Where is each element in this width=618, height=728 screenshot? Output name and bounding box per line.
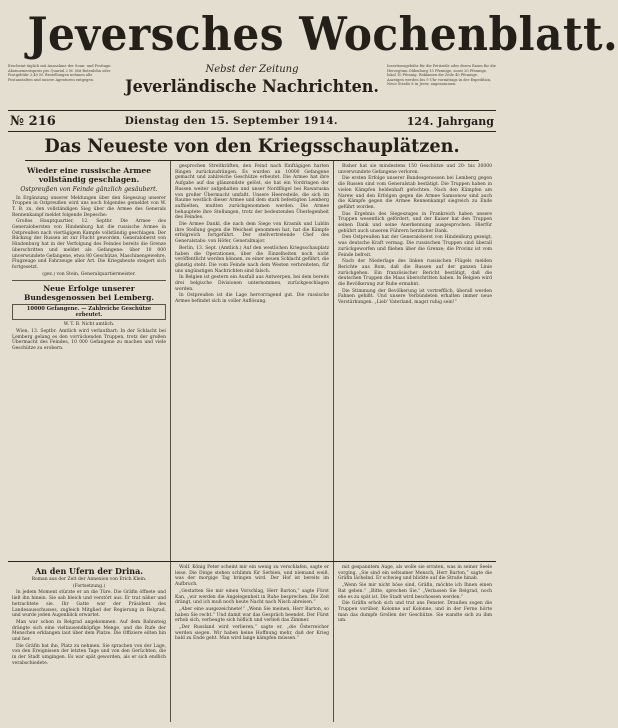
- article-paragraph: Den Ostpreußen hat der Generaloberst von Hindenburg gezeigt, was deutsche Kraft vermag. Die russischen Truppen sind überall zurückgeworfen und fliehen über die Grenze; die Provinz ist vom Feinde befreit.: [338, 235, 492, 258]
- article-paragraph: Bisher hat sie mindestens 150 Geschütze und 20- bis 30000 unverwundete Gefangene verloren.: [338, 164, 492, 175]
- column-1: [8, 161, 170, 561]
- boxed-headline: 10000 Gefangene. — Zahlreiche Geschütze erbeutet.: [12, 304, 166, 320]
- issue-number: № 216: [10, 113, 56, 129]
- main-headline: Das Neueste von den Kriegsschauplätzen.: [25, 132, 479, 161]
- serial-paragraph: „Wenn Sie mir nicht böse sind, Gräfin, möchte ich Ihnen einen Rat geben.“ „Bitte, sprechen Sie.“ „Verlassen Sie Belgrad, noch ehe es zu spät ist. Die Stadt wird beschossen werden.“: [338, 583, 492, 600]
- column-divider: [12, 280, 166, 281]
- column-1-subheading: Ostpreußen von Feinde gänzlich gesäubert.: [20, 186, 158, 193]
- article-signature: (gez.) von Stein, Generalquartiermeister.: [42, 271, 136, 277]
- newspaper-page: [0, 7, 618, 728]
- issue-year: 124. Jahrgang: [406, 114, 494, 128]
- advertising-note: Insertionsgebühr für die Petitzeile oder deren Raum für die Herzogtum Oldenburg 15 Pfennige, sonst 20 Pfennige, lokal 10 Pfennig. Reklamen die Zeile 40 Pfennige. Anzeigen werden bis 9 Uhr vormittags in der Expedition, Neue Straße 8 in Jever, angenommen.: [387, 64, 496, 87]
- article-paragraph: gesprochen Streitkräften, den Feind nach fünftägigen harten Ringen zurückzudrängen. Es wurden an 10000 Gefangene gemacht und zahlreiche Geschütze erbeutet. Die Armee hat ihre Aufgabe auf das glänzendste gelöst, sie hat ein Vordringen der Russen weiter aufgehalten und unser Nordflügel bei Rawaruska von großer Übermacht umfaßt. Unsere Heeresteile, die sich im Raume westlich dieser Armee und dem stark befestigten Lemberg aufhielten, mußten zurückgenommen werden. Die Armee behauptete ihre Stellungen, trotz der bedeutenden Überlegenheit des Feindes.: [175, 164, 329, 221]
- column-1-heading-2: Neue Erfolge unserer Bundesgenossen bei Lemberg.: [23, 284, 155, 303]
- masthead-center: [117, 64, 387, 98]
- serial-column-2: [170, 562, 333, 722]
- column-3: [333, 161, 496, 561]
- serial-paragraph: Wolf. König Peter scheint mir ein wenig zu verschlafen, sagte er leise. Die Dinge stehen schlimm für Serbien, und niemand weiß, was der morgige Tag bringen wird. Der Hof ist bereits im Aufbruch.: [175, 565, 329, 588]
- serial-paragraph: „Aber eine ausgezeichnete!“ „Wenn Sie meinen, Herr Barton, so haben Sie recht.“ Und damit war das Gespräch beendet. Der Fürst erhob sich, verbeugte sich höflich und verließ das Zimmer.: [175, 606, 329, 624]
- article-paragraph: Die ersten Erfolge unserer Bundesgenossen bei Lemberg gegen die Russen sind vom Generalstab bestätigt. Die Truppen haben in vielen Kämpfen heldenhaft gefochten. Nach den Kämpfen am Narew und den Erfolgen gegen die Armee Samsonow sind auch die Kämpfe gegen die Armee Rennenkampf siegreich zu Ende geführt worden.: [338, 176, 492, 210]
- masthead-title: Jeversches Wochenblatt.: [27, 7, 618, 61]
- serial-paragraph: mit gespanntem Auge, als wolle sie erraten, was in seiner Seele vorging. „Sie sind ein seltsamer Mensch, Herr Barton,“ sagte die Gräfin lächelnd. Er schwieg und blickte auf die Straße hinab.: [338, 565, 492, 582]
- column-2: [170, 161, 333, 561]
- article-paragraph: Großes Hauptquartier, 12. Septbr. Die Armee des Generalobersten von Hindenburg hat die russische Armee in Ostpreußen nach viertägigem Kampfe vollständig geschlagen. Der Rückzug der Russen ist zur Flucht geworden. Generaloberst von Hindenburg hat in der Verfolgung des Feindes bereits die Grenze überschritten und meldet als Gefangene: über 10 000 unverwundete Gefangene, etwa 80 Geschütze, Maschinengewehre, Flugzeuge und Fahrzeuge aller Art. Die Kriegsbeute steigert sich fortgesetzt.: [12, 219, 167, 270]
- serial-column-3: [333, 562, 496, 722]
- article-paragraph: In Ergänzung unserer Meldungen über den Siegeszug unserer Truppen in Ostpreußen wird uns noch folgendes gemeldet von W. T. B. zu, den vollständigen Sieg über die Armee des Generals Rennenkampf meldet folgende Depesche:: [12, 195, 166, 218]
- masthead-subtitle: Jeverländische Nachrichten.: [125, 77, 379, 97]
- serial-byline: Roman aus der Zeit der Annexion von Erich Klein.: [31, 577, 147, 582]
- article-paragraph: In Belgien ist gestern ein Ausfall aus Antwerpen, bei dem bereits drei belgische Divisionen unternommen, zurückgeschlagen worden.: [175, 275, 329, 292]
- serial-paragraph: Die Gräfin erhob sich und trat ans Fenster. Draußen zogen die Truppen vorüber, Kolonne auf Kolonne, und in der Ferne hörte man das dumpfe Grollen der Geschütze. Sie wandte sich zu ihm um.: [338, 601, 492, 624]
- serial-paragraph: Man war schon in Belgrad angekommen. Auf dem Bahnsteig drängte sich eine vieltausendköpfige Menge, und die Rufe der Menschen erklangen laut über dem Platze. Die Offiziere eilten hin und her.: [12, 619, 166, 643]
- serial-paragraph: „Gestatten Sie mir einen Vorschlag, Herr Barton,“ sagte Fürst Kan, „wir werden die Angelegenheit in Ruhe besprechen. Die Zeit drängt, und ich muß noch heute Nacht nach Nisch abreisen.“: [175, 588, 329, 606]
- article-paragraph: Die Stimmung der Bevölkerung ist vortrefflich, überall werden Fahnen gehißt. Und unsere Verbündeten erhalten immer neue Verstärkungen. „Lieb' Vaterland, magst ruhig sein!“: [338, 288, 492, 306]
- article-paragraph: Das Ergebnis des Siegeszuges in Frankreich haben unsere Truppen wesentlich gefördert, und der Kaiser hat den Truppen seinen Dank und seine Anerkennung ausgesprochen. Hierfür gebührt auch unseren Führern herzlicher Dank.: [338, 211, 492, 234]
- article-paragraph: Berlin, 13. Sept. (Amtlich.) Auf den westlichen Kriegsschauplatz haben die Operationen, über die Einzelheiten noch nicht veröffentlicht werden können, zu einer neuen Schlacht geführt, die günstig steht. Die vom Feinde nach dem Westen verbreiteten, für uns ungünstigen Nachrichten sind falsch.: [175, 245, 329, 274]
- subscription-note: Erscheint täglich mit Ausnahme der Sonn- und Festtage. Abonnementspreis pro Quartal 2 M. Mit Botenlohn oder Postgebühr 2,40 M. Bestellungen nehmen alle Postanstalten und unsere Agenturen entgegen.: [8, 64, 112, 82]
- serial-paragraph: „Der Russland wird verlieren,“ sagte er, „die Österreicher werden siegen. Wir haben keine Hoffnung mehr, daß der Krieg bald zu Ende geht. Man wird lange kämpfen müssen.“: [175, 625, 329, 642]
- article-paragraph: Wien, 13. Septbr. Amtlich wird verlautbart: In der Schlacht bei Lemberg gelang es den vorrückenden Truppen, trotz der großen Übermacht des Feindes, 10 000 Gefangene zu machen und viele Geschütze zu erobern.: [12, 329, 166, 352]
- issue-date: Dienstag den 15. September 1914.: [124, 115, 338, 127]
- serial-paragraph: In jedem Moment stürzte er an die Türe. Die Gräfin öffnete und ließ ihn hinein. Sie sah bleich und verstört aus. Er trat näher und betrachtete sie. Ihr Gatte war der Präsident des Landesausschusses, zugleich Mitglied der Regierung in Belgrad, und wurde jeden Augenblick erwartet.: [12, 590, 166, 619]
- article-paragraph: Nach der Niederlage des linken russischen Flügels melden Berichte aus Rom, daß die Russen auf der ganzen Linie zurückgehen. Ein französischer Bericht bestätigt, daß die deutschen Truppen die Maas überschritten haben. In Belgien wird die Bevölkerung zur Ruhe ermahnt.: [338, 259, 492, 288]
- article-paragraph: In Ostpreußen ist die Lage hervorragend gut. Die russische Armee befindet sich in voller Auflösung.: [175, 293, 329, 305]
- agency-note: W. T. B. Nicht amtlich.: [63, 322, 115, 328]
- serial-title: An den Ufern der Drina.: [34, 566, 144, 576]
- serial-column-1: [8, 562, 170, 722]
- serial-paragraph: Die Gräfin bat ihn, Platz zu nehmen. Sie sprachen von der Lage, von den Ereignissen der letzten Tage und von den Gerüchten, die in der Stadt umgingen. Es war spät geworden, als er sich endlich verabschiedete.: [12, 643, 166, 666]
- masthead-subrow: [8, 64, 496, 110]
- news-columns: [8, 161, 496, 561]
- article-paragraph: Die Armee Dankl, die nach dem Siege von Krasnik und Lublin ihre Stellung gegen die Weichsel genommen hat, hat die Kämpfe erfolgreich fortgeführt. Der stellvertretende Chef des Generalstabs: von Höfer, Generalmajor.: [175, 222, 329, 245]
- issue-bar: [8, 110, 496, 132]
- column-1-heading: Wieder eine russische Armee vollständig geschlagen.: [26, 166, 152, 184]
- masthead-subtitle-line: Nebst der Zeitung: [205, 64, 299, 75]
- serial-continuation: (Fortsetzung.): [72, 583, 106, 589]
- serial-section: [8, 561, 496, 722]
